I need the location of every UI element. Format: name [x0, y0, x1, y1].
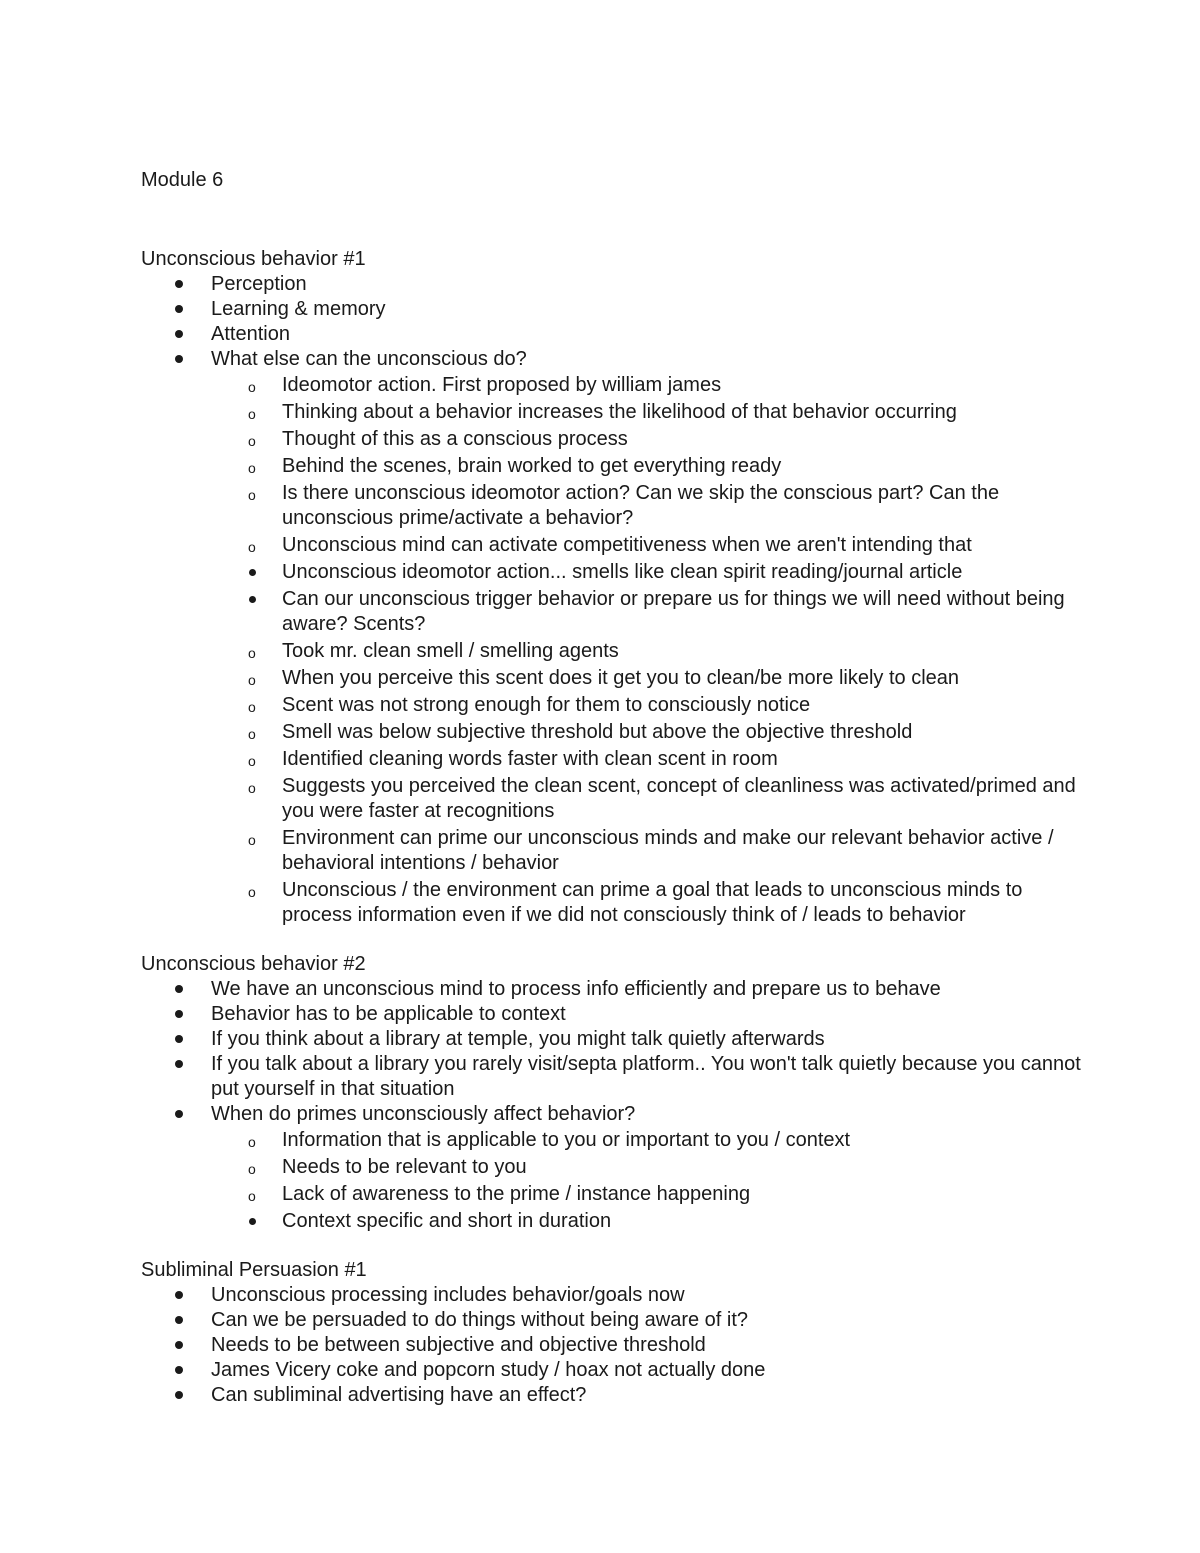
bullet-icon: [175, 330, 183, 338]
list-item: [141, 977, 1081, 1002]
sections-container: [141, 247, 1081, 1408]
sub-list-item: [211, 533, 1081, 558]
list-item: [141, 272, 1081, 297]
sub-list-item-text: Scent was not strong enough for them to consciously notice: [282, 694, 811, 716]
bullet-icon: [175, 1391, 183, 1399]
circle-bullet-icon: o: [248, 699, 256, 715]
sub-list-item: [211, 400, 1081, 425]
circle-bullet-icon: o: [248, 832, 256, 848]
list-item: [141, 1027, 1081, 1052]
circle-bullet-icon: o: [248, 780, 256, 796]
list-item-text: We have an unconscious mind to process info efficiently and prepare us to behave: [211, 978, 941, 1000]
sub-list-item-text: Lack of awareness to the prime / instance happening: [282, 1183, 751, 1205]
circle-bullet-icon: o: [248, 884, 256, 900]
sub-list-item: [211, 693, 1081, 718]
section-3: [141, 1258, 1081, 1408]
section-heading: Unconscious behavior #2: [141, 953, 366, 975]
list-item: [141, 297, 1081, 322]
bullet-icon: [175, 1035, 183, 1043]
circle-bullet-icon: o: [248, 406, 256, 422]
sub-list-item: [211, 666, 1081, 691]
list-item-text: Behavior has to be applicable to context: [211, 1003, 566, 1025]
bullet-icon: [175, 1291, 183, 1299]
sub-list-item-text: Took mr. clean smell / smelling agents: [282, 640, 619, 662]
sub-list-item-text: Environment can prime our unconscious minds and make our relevant behavior active / behavioral intentions / behavior: [282, 827, 1054, 874]
list-item-text: When do primes unconsciously affect behavior?: [211, 1103, 636, 1125]
sub-list: [211, 1128, 1081, 1234]
bullet-icon: [175, 280, 183, 288]
sub-list-item: [211, 639, 1081, 664]
list-item-text: Can subliminal advertising have an effect?: [211, 1384, 587, 1406]
circle-bullet-icon: o: [248, 379, 256, 395]
sub-list-item: [211, 747, 1081, 772]
bullet-icon: [175, 1110, 183, 1118]
bullet-icon: [175, 1060, 183, 1068]
bullet-icon: [249, 569, 256, 576]
sub-list-item: [211, 454, 1081, 479]
list-item: [141, 1052, 1081, 1102]
bullet-icon: [249, 596, 256, 603]
list-item-text: Perception: [211, 273, 307, 295]
bullet-icon: [175, 305, 183, 313]
circle-bullet-icon: o: [248, 460, 256, 476]
sub-list-item-text: Behind the scenes, brain worked to get everything ready: [282, 455, 782, 477]
sub-list-item: [211, 878, 1081, 928]
sub-list-item: [211, 1155, 1081, 1180]
section-1: [141, 247, 1081, 928]
list-item-text: If you talk about a library you rarely visit/septa platform.. You won't talk quietly because you cannot put yourself in that situation: [211, 1053, 1081, 1100]
bullet-icon: [249, 1218, 256, 1225]
circle-bullet-icon: o: [248, 1188, 256, 1204]
circle-bullet-icon: o: [248, 433, 256, 449]
sub-list-item-text: Can our unconscious trigger behavior or prepare us for things we will need without being aware? Scents?: [282, 588, 1065, 635]
sub-list-item-text: Unconscious / the environment can prime a goal that leads to unconscious minds to process information even if we did not consciously think of / leads to behavior: [282, 879, 1023, 926]
sub-list-item-text: Ideomotor action. First proposed by william james: [282, 374, 722, 396]
list-item: [141, 1358, 1081, 1383]
sub-list-item: [211, 373, 1081, 398]
bullet-icon: [175, 1366, 183, 1374]
sub-list-item-text: Needs to be relevant to you: [282, 1156, 527, 1178]
sub-list-item-text: Unconscious ideomotor action... smells like clean spirit reading/journal article: [282, 561, 963, 583]
document-page: [141, 168, 1081, 1432]
circle-bullet-icon: o: [248, 726, 256, 742]
list-item: [141, 1002, 1081, 1027]
sub-list-item-text: Suggests you perceived the clean scent, concept of cleanliness was activated/primed and you were faster at recognitions: [282, 775, 1076, 822]
sub-list-item: [211, 1128, 1081, 1153]
list-item: [141, 347, 1081, 928]
bullet-icon: [175, 1316, 183, 1324]
list-item-text: Attention: [211, 323, 290, 345]
sub-list-item: [211, 826, 1081, 876]
sub-list: [211, 373, 1081, 928]
circle-bullet-icon: o: [248, 753, 256, 769]
list-item: [141, 1333, 1081, 1358]
circle-bullet-icon: o: [248, 645, 256, 661]
section-heading: Subliminal Persuasion #1: [141, 1259, 367, 1281]
section-2: [141, 952, 1081, 1234]
circle-bullet-icon: o: [248, 1161, 256, 1177]
bullet-icon: [175, 1010, 183, 1018]
list-item-text: Learning & memory: [211, 298, 386, 320]
list-item-text: If you think about a library at temple, you might talk quietly afterwards: [211, 1028, 825, 1050]
list-item-text: James Vicery coke and popcorn study / hoax not actually done: [211, 1359, 766, 1381]
list-item-text: Needs to be between subjective and objective threshold: [211, 1334, 706, 1356]
sub-list-item: [211, 481, 1081, 531]
circle-bullet-icon: o: [248, 1134, 256, 1150]
list-item-text: Unconscious processing includes behavior/goals now: [211, 1284, 685, 1306]
sub-list-item-text: Smell was below subjective threshold but above the objective threshold: [282, 721, 913, 743]
sub-list-item-text: When you perceive this scent does it get you to clean/be more likely to clean: [282, 667, 960, 689]
list-item: [141, 1283, 1081, 1308]
bullet-list: [141, 977, 1081, 1234]
circle-bullet-icon: o: [248, 672, 256, 688]
sub-list-item-text: Is there unconscious ideomotor action? Can we skip the conscious part? Can the unconscious prime/activate a behavior?: [282, 482, 1000, 529]
list-item: [141, 1102, 1081, 1234]
sub-list-item: [211, 1182, 1081, 1207]
bullet-icon: [175, 1341, 183, 1349]
list-item-text: Can we be persuaded to do things without being aware of it?: [211, 1309, 749, 1331]
section-heading: Unconscious behavior #1: [141, 248, 366, 270]
sub-list-item-text: Unconscious mind can activate competitiveness when we aren't intending that: [282, 534, 972, 556]
list-item: [141, 1383, 1081, 1408]
circle-bullet-icon: o: [248, 487, 256, 503]
module-title: Module 6: [141, 169, 224, 191]
list-item: [141, 1308, 1081, 1333]
sub-list-item: [211, 720, 1081, 745]
sub-list-item-text: Identified cleaning words faster with clean scent in room: [282, 748, 778, 770]
sub-list-item: [211, 774, 1081, 824]
list-item-text: What else can the unconscious do?: [211, 348, 527, 370]
bullet-list: [141, 1283, 1081, 1408]
sub-list-item: [211, 560, 1081, 585]
sub-list-item: [211, 427, 1081, 452]
bullet-icon: [175, 985, 183, 993]
bullet-list: [141, 272, 1081, 928]
circle-bullet-icon: o: [248, 539, 256, 555]
sub-list-item: [211, 587, 1081, 637]
sub-list-item-text: Thought of this as a conscious process: [282, 428, 628, 450]
sub-list-item: [211, 1209, 1081, 1234]
bullet-icon: [175, 355, 183, 363]
list-item: [141, 322, 1081, 347]
sub-list-item-text: Context specific and short in duration: [282, 1210, 612, 1232]
sub-list-item-text: Thinking about a behavior increases the likelihood of that behavior occurring: [282, 401, 957, 423]
sub-list-item-text: Information that is applicable to you or important to you / context: [282, 1129, 851, 1151]
